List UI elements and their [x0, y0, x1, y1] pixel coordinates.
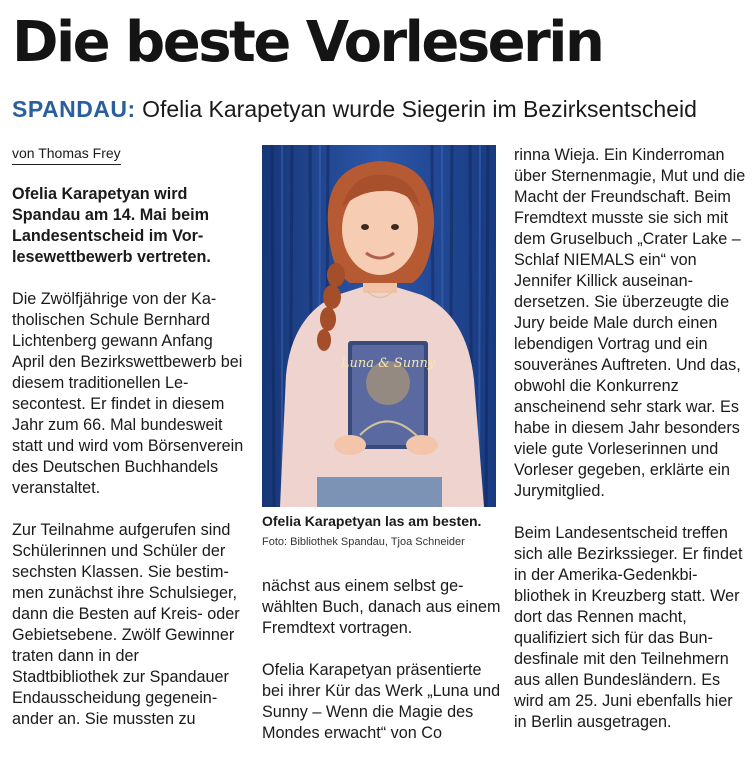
body-paragraph: nächst aus einem selbst gewählten Buch, danach aus einem Fremdtext vortragen.	[262, 577, 501, 637]
text-column-right	[514, 145, 746, 733]
text-column-middle	[262, 576, 502, 744]
body-paragraph: rinna Wieja. Ein Kinderroman über Sternenmagie, Mut und die Macht der Freundschaft. Beim Fremdtext musste sie sich mit dem Gruselbuch „Crater Lake – Schlaf NIEMALS ein“ von Jennifer Killick auseinandersetzen. Sie überzeugte die Jury beide Male durch einen lebendigen Vortrag und ein souveränes Auftreten. Und das, obwohl die Konkurrenz anscheinend sehr stark war. Es habe in diesem Jahr besonders viele gute Vorleserinnen und Vorleser gegeben, erklärte ein Jurymitglied.	[514, 146, 746, 500]
body-paragraph: Die Zwölfjährige von der Katholischen Schule Bernhard Lichtenberg gewann Anfang April den Bezirkswettbewerb bei diesem traditionellen Lesecontest. Er findet in diesem Jahr zum 66. Mal bundesweit statt und wird vom Börsenverein des Deutschen Buchhandels veranstaltet.	[12, 290, 244, 497]
text-column-left	[12, 184, 247, 730]
headline: Die beste Vorleserin	[12, 10, 603, 75]
subtitle: Ofelia Karapetyan wurde Siegerin im Bezirksentscheid	[142, 96, 697, 122]
subheadline	[12, 94, 697, 124]
lead-paragraph: Ofelia Karapetyan wird Spandau am 14. Mai beim Landesentscheid im Vorlesewettbewerb vertreten.	[12, 185, 211, 266]
photo-credit: Foto: Bibliothek Spandau, Tjoa Schneider	[262, 536, 465, 548]
location-label: SPANDAU:	[12, 96, 136, 122]
body-paragraph: Ofelia Karapetyan präsentierte bei ihrer Kür das Werk „Luna und Sunny – Wenn die Magie des Mondes erwacht“ von Co	[262, 661, 501, 742]
byline: von Thomas Frey	[12, 144, 121, 165]
book-title-text: Luna & Sunny	[340, 356, 436, 371]
article-photo	[262, 145, 496, 507]
body-paragraph: Beim Landesentscheid treffen sich alle Bezirkssieger. Er findet in der Amerika-Gedenkbibliothek in Kreuzberg statt. Wer dort das Rennen macht, qualifiziert sich für das Bundesfinale mit den Teilnehmern aus allen Bundesländern. Es wird am 25. Juni ebenfalls hier in Berlin ausgetragen.	[514, 524, 743, 731]
body-paragraph: Zur Teilnahme aufgerufen sind Schülerinnen und Schüler der sechsten Klassen. Sie bestimmen zunächst ihre Schulsieger, dann die Besten auf Kreis- oder Gebietsebene. Zwölf Gewinner traten dann in der Stadtbibliothek zur Spandauer Endausscheidung gegeneinander an. Sie mussten zu	[12, 521, 240, 728]
girl-with-book-photo	[262, 145, 496, 507]
photo-caption: Ofelia Karapetyan las am besten.	[262, 513, 482, 529]
